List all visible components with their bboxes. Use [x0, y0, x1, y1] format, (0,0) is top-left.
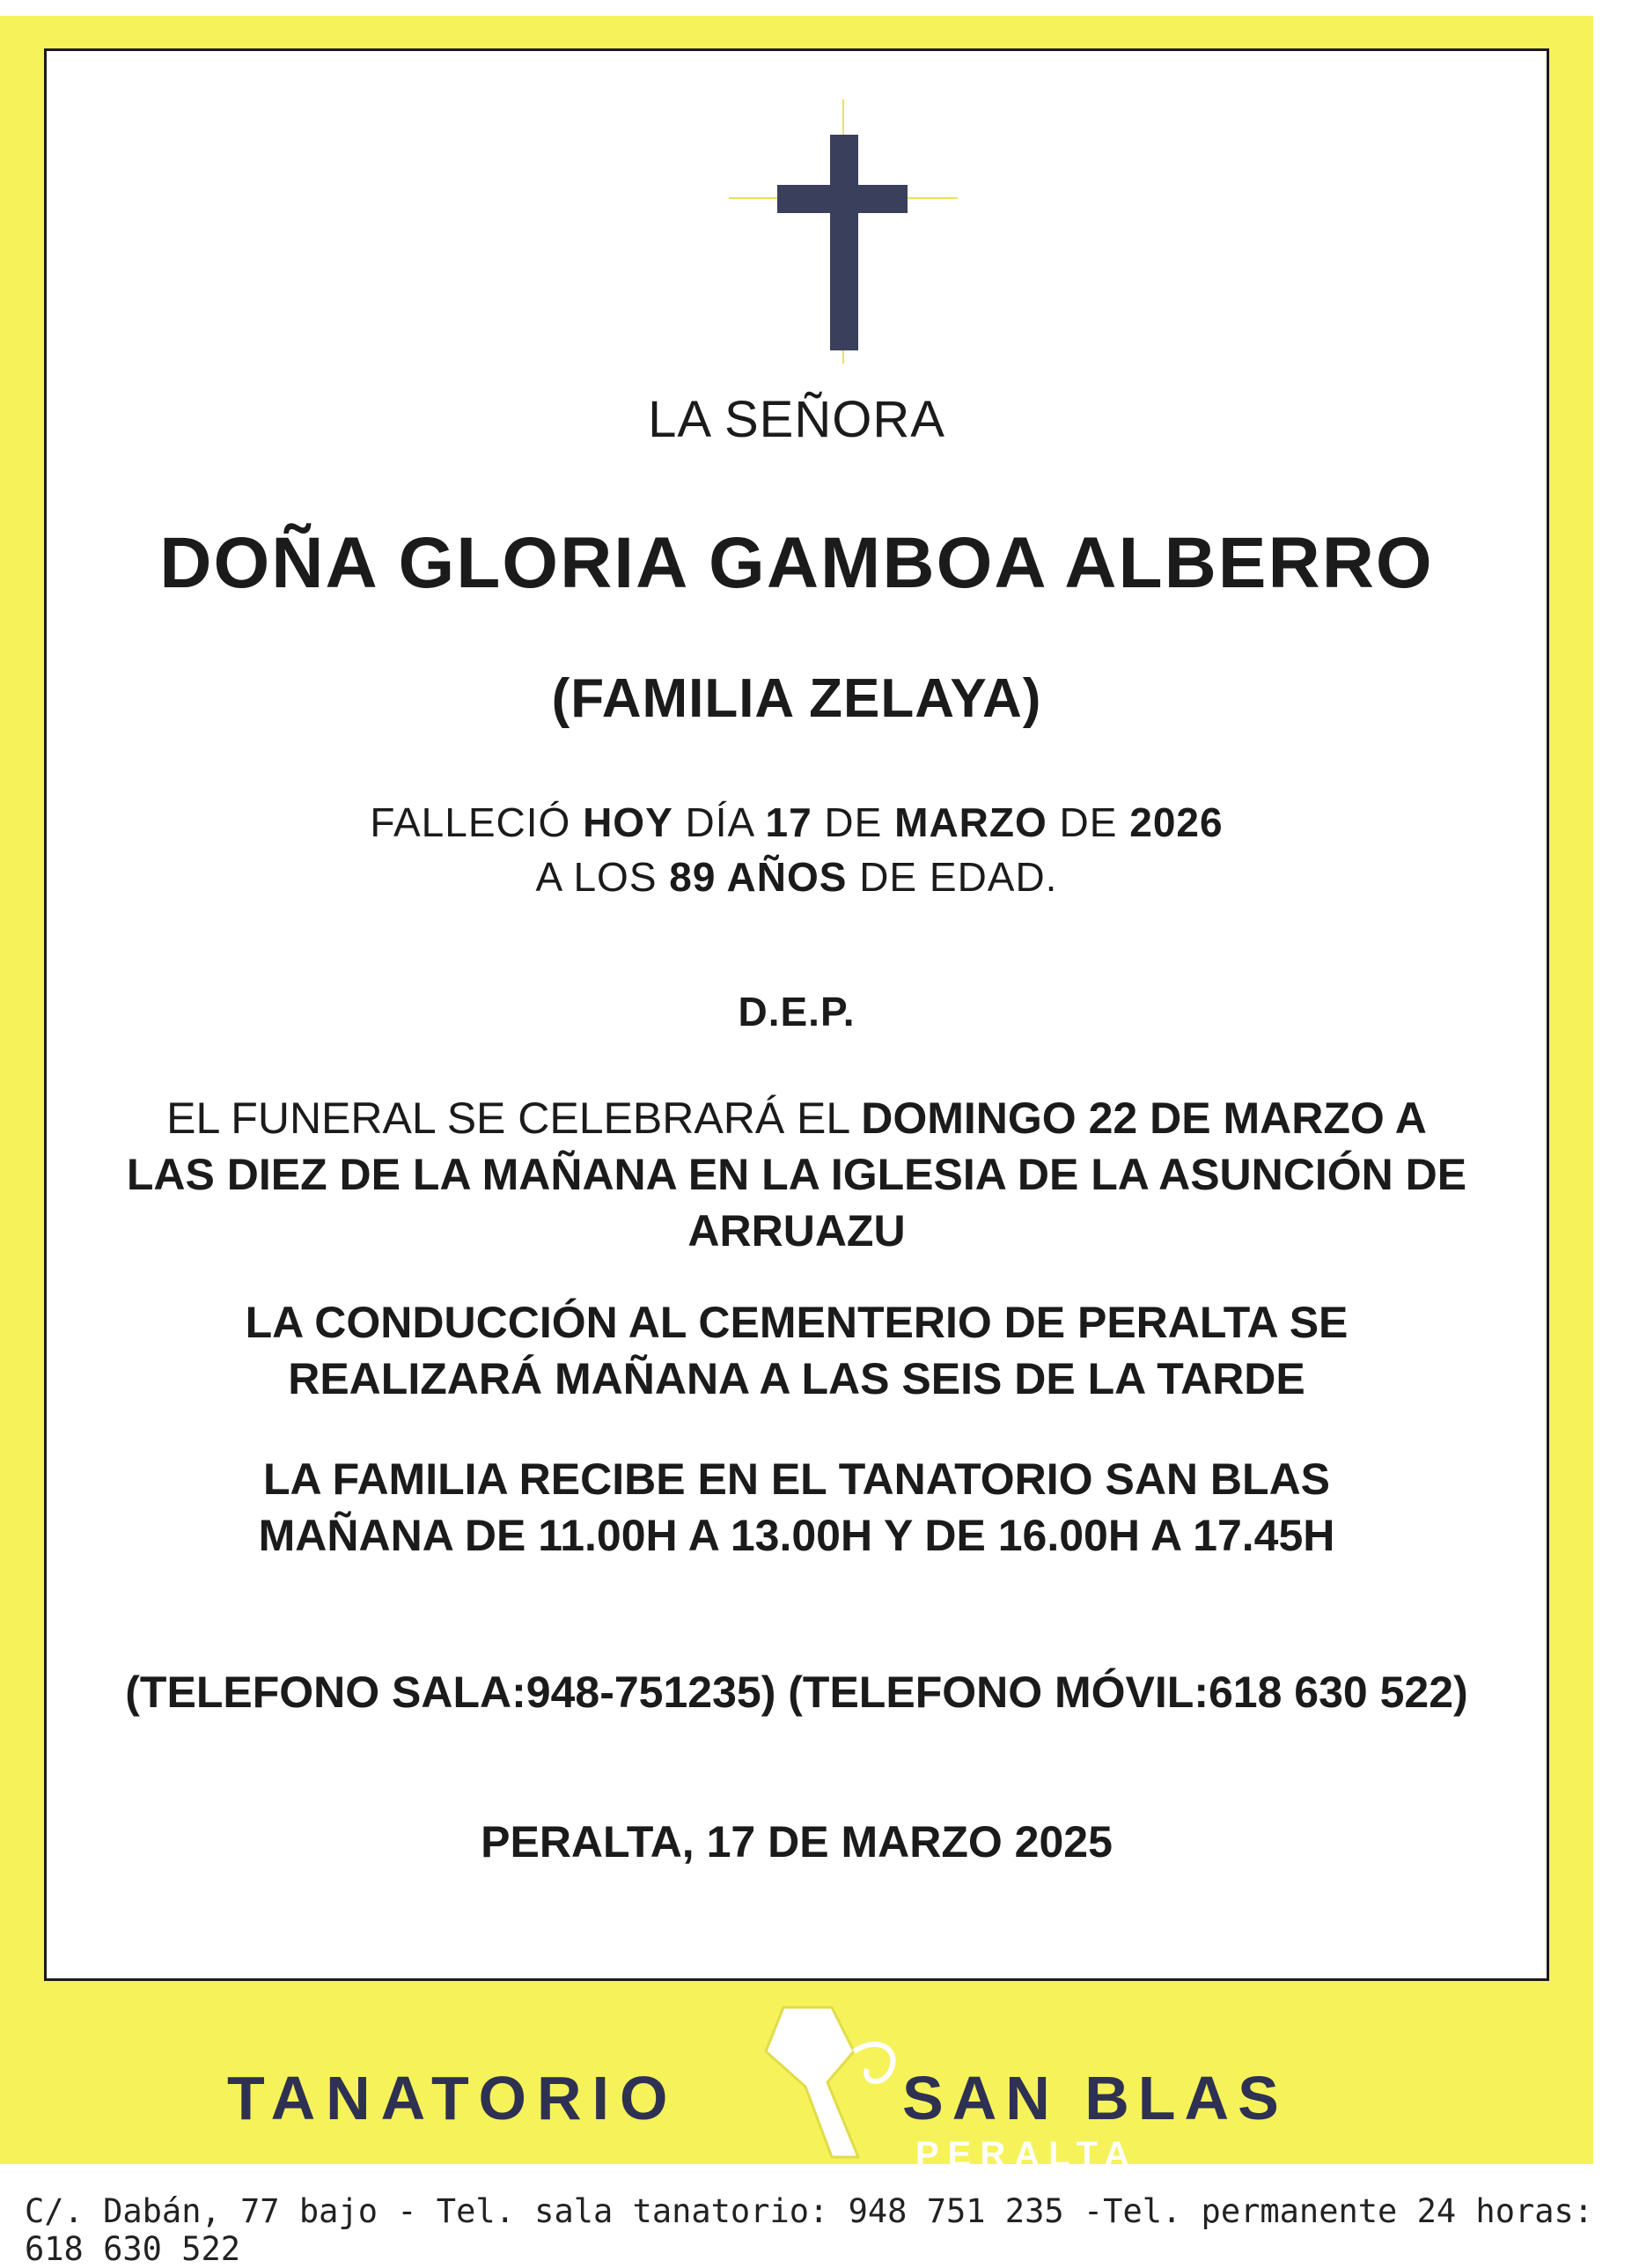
- death-line-2: A LOS 89 AÑOS DE EDAD.: [535, 854, 1058, 900]
- death-line-1: FALLECIÓ HOY DÍA 17 DE MARZO DE 2026: [370, 799, 1224, 845]
- visiting-line-2: MAÑANA DE 11.00H A 13.00H Y DE 16.00H A 17.45H: [258, 1511, 1335, 1560]
- dep-text: D.E.P.: [738, 989, 856, 1035]
- cross-icon: [729, 99, 958, 364]
- death-notice: [44, 48, 1549, 1981]
- funeral-line-1: EL FUNERAL SE CELEBRARÁ EL DOMINGO 22 DE MARZO A: [166, 1094, 1427, 1143]
- brand-tanatorio: TANATORIO: [227, 2064, 679, 2132]
- brand-peralta: PERALTA: [915, 2135, 1138, 2174]
- phone-numbers: (TELEFONO SALA:948-751235) (TELEFONO MÓVIL:618 630 522): [125, 1668, 1468, 1717]
- conduccion-line-1: LA CONDUCCIÓN AL CEMENTERIO DE PERALTA SE: [245, 1298, 1349, 1347]
- funeral-info: [47, 1090, 1547, 1259]
- death-info: [47, 795, 1547, 904]
- visiting-info: [47, 1451, 1547, 1564]
- conduccion-line-2: REALIZARÁ MAÑANA A LAS SEIS DE LA TARDE: [288, 1354, 1305, 1403]
- footer-address: C/. Dabán, 77 bajo - Tel. sala tanatorio: 948 751 235 -Tel. permanente 24 horas: 618 630 522: [25, 2192, 1594, 2268]
- deceased-name: DOÑA GLORIA GAMBOA ALBERRO: [159, 523, 1434, 603]
- place-date: PERALTA, 17 DE MARZO 2025: [481, 1817, 1113, 1867]
- visiting-line-1: LA FAMILIA RECIBE EN EL TANATORIO SAN BLAS: [262, 1454, 1331, 1504]
- crozier-logo-icon: [748, 1999, 907, 2166]
- family-name: (FAMILIA ZELAYA): [551, 668, 1042, 729]
- title-lady: LA SEÑORA: [648, 391, 945, 448]
- conduccion-info: [47, 1294, 1547, 1407]
- brand-san-blas: SAN BLAS: [902, 2064, 1288, 2132]
- funeral-line-3: ARRUAZU: [687, 1206, 906, 1256]
- funeral-line-2: LAS DIEZ DE LA MAÑANA EN LA IGLESIA DE LA ASUNCIÓN DE: [126, 1150, 1467, 1199]
